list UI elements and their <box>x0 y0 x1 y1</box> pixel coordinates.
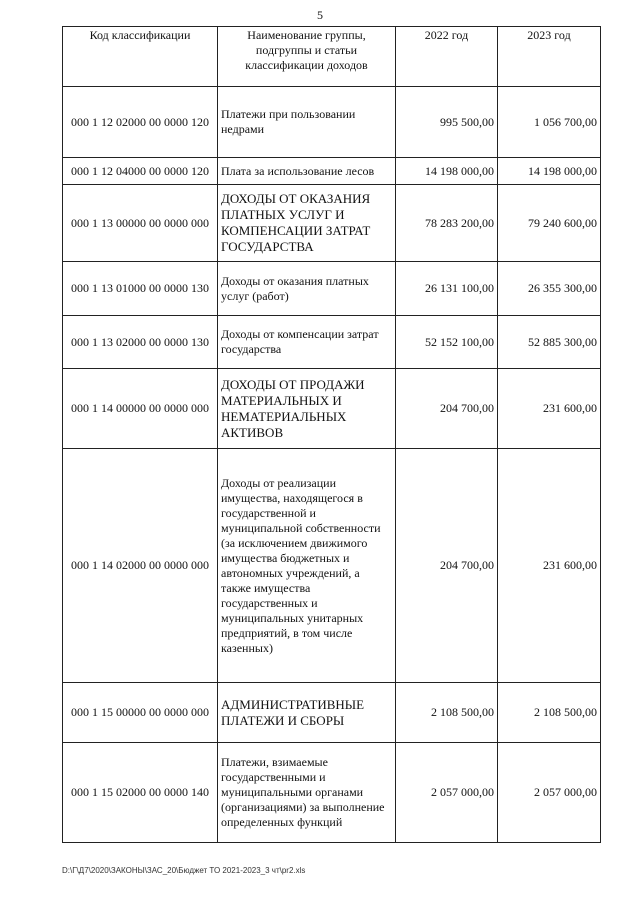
row-name: Платежи, взимаемые государственными и муниципальными органами (организациями) за выполнение определенных функций <box>218 743 396 843</box>
row-value-2022: 995 500,00 <box>396 87 498 158</box>
table-row <box>63 185 601 262</box>
table-row <box>63 743 601 843</box>
row-value-2023: 26 355 300,00 <box>498 262 601 316</box>
header-name: Наименование группы, подгруппы и статьи классификации доходов <box>218 27 396 87</box>
row-value-2022: 78 283 200,00 <box>396 185 498 262</box>
row-value-2023: 231 600,00 <box>498 449 601 683</box>
row-code: 000 1 12 04000 00 0000 120 <box>63 158 218 185</box>
row-value-2023: 2 057 000,00 <box>498 743 601 843</box>
table-row <box>63 449 601 683</box>
table-row <box>63 87 601 158</box>
header-code: Код классификации <box>63 27 218 87</box>
row-value-2023: 231 600,00 <box>498 369 601 449</box>
row-name: Платежи при пользовании недрами <box>218 87 396 158</box>
revenue-table <box>62 26 601 843</box>
table-row <box>63 316 601 369</box>
row-value-2023: 14 198 000,00 <box>498 158 601 185</box>
row-code: 000 1 15 02000 00 0000 140 <box>63 743 218 843</box>
table-row <box>63 158 601 185</box>
row-code: 000 1 13 00000 00 0000 000 <box>63 185 218 262</box>
row-name: Доходы от оказания платных услуг (работ) <box>218 262 396 316</box>
row-name: Доходы от компенсации затрат государства <box>218 316 396 369</box>
table-row <box>63 369 601 449</box>
row-name: ДОХОДЫ ОТ ПРОДАЖИ МАТЕРИАЛЬНЫХ И НЕМАТЕРИАЛЬНЫХ АКТИВОВ <box>218 369 396 449</box>
row-code: 000 1 15 00000 00 0000 000 <box>63 683 218 743</box>
row-value-2022: 204 700,00 <box>396 449 498 683</box>
table-row <box>63 262 601 316</box>
row-name: АДМИНИСТРАТИВНЫЕ ПЛАТЕЖИ И СБОРЫ <box>218 683 396 743</box>
row-code: 000 1 14 02000 00 0000 000 <box>63 449 218 683</box>
file-path-footer: D:\Г\Д7\2020\ЗАКОНЫ\ЗАС_20\Бюджет ТО 2021-2023_3 чт\pr2.xls <box>62 866 306 875</box>
row-name: Плата за использование лесов <box>218 158 396 185</box>
row-code: 000 1 12 02000 00 0000 120 <box>63 87 218 158</box>
row-value-2022: 52 152 100,00 <box>396 316 498 369</box>
row-value-2023: 79 240 600,00 <box>498 185 601 262</box>
row-value-2023: 1 056 700,00 <box>498 87 601 158</box>
row-code: 000 1 13 02000 00 0000 130 <box>63 316 218 369</box>
row-value-2023: 2 108 500,00 <box>498 683 601 743</box>
header-2023: 2023 год <box>498 27 601 87</box>
row-value-2022: 14 198 000,00 <box>396 158 498 185</box>
row-name: ДОХОДЫ ОТ ОКАЗАНИЯ ПЛАТНЫХ УСЛУГ И КОМПЕНСАЦИИ ЗАТРАТ ГОСУДАРСТВА <box>218 185 396 262</box>
row-name: Доходы от реализации имущества, находящегося в государственной и муниципальной собственности (за исключением движимого имущества бюджетных и автономных учреждений, а также имущества государственных и муниципальных унитарных предприятий, в том числе казенных) <box>218 449 396 683</box>
table-header-row <box>63 27 601 87</box>
row-value-2022: 204 700,00 <box>396 369 498 449</box>
row-code: 000 1 14 00000 00 0000 000 <box>63 369 218 449</box>
table-row <box>63 683 601 743</box>
row-value-2022: 26 131 100,00 <box>396 262 498 316</box>
row-value-2022: 2 108 500,00 <box>396 683 498 743</box>
row-code: 000 1 13 01000 00 0000 130 <box>63 262 218 316</box>
header-2022: 2022 год <box>396 27 498 87</box>
row-value-2023: 52 885 300,00 <box>498 316 601 369</box>
page-number: 5 <box>317 8 323 22</box>
row-value-2022: 2 057 000,00 <box>396 743 498 843</box>
